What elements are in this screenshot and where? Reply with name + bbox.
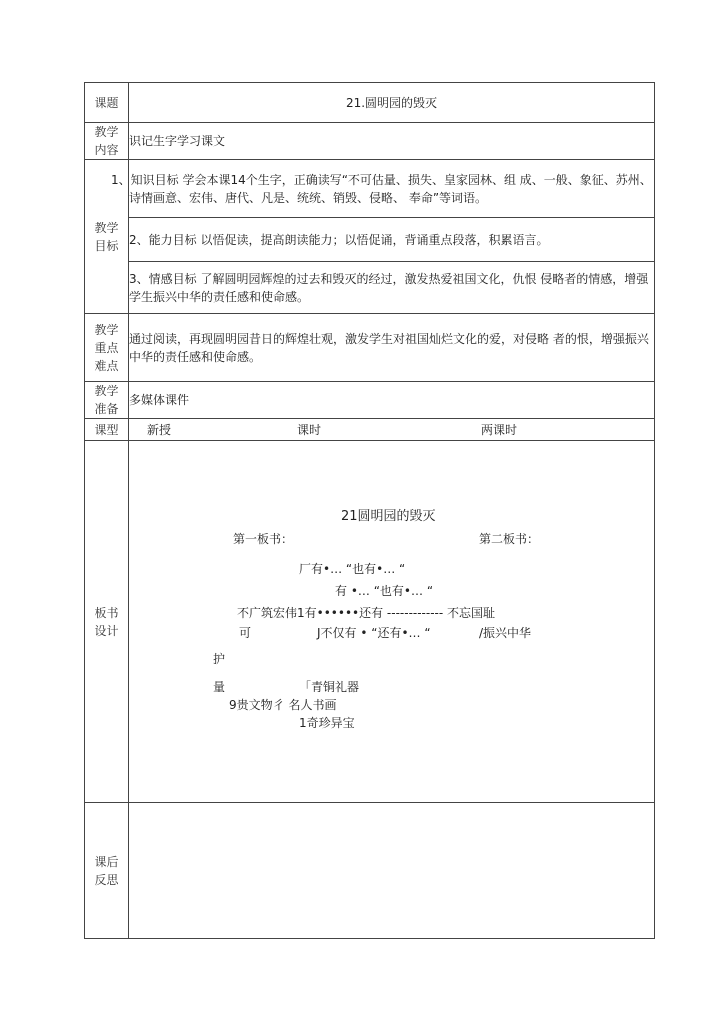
emotion-goal: 3、情感目标 了解圆明园辉煌的过去和毁灭的经过，激发热爱祖国文化，仇恨 侵略者的情感，增强学生振兴中华的责任感和使命感。 [129,262,655,314]
goal-row-1 [85,160,655,218]
content-row [85,123,655,160]
lesson-title: 21.圆明园的毁灭 [129,83,655,123]
lesson-type-label: 课型 [85,419,129,441]
board-line-2: 有 •… “也有•… “ [335,583,434,598]
board-title: 21圆明园的毁灭 [341,508,436,524]
prep-row [85,382,655,419]
board-line-6a: 量 [213,679,226,694]
board-line-4b: J不仅有 • “还有•… “ [317,625,431,640]
topic-row [85,83,655,123]
key-points-label: 教学 重点 难点 [85,314,129,382]
board-line-4c: /振兴中华 [479,625,532,640]
board-line-1: 厂有•… “也有•… “ [299,561,406,576]
board-line-4a: 可 [239,625,252,640]
ability-goal: 2、能力目标 以悟促读，提高朗读能力；以悟促诵，背诵重点段落，积累语言。 [129,218,655,262]
reflection-label: 课后 反思 [85,803,129,939]
board-line-7: 9贵文物彳 名人书画 [229,697,337,712]
board-label: 板书 设计 [85,441,129,803]
goal-row-2 [85,218,655,262]
lesson-type-cell [129,419,655,441]
topic-label: 课题 [85,83,129,123]
lesson-type-value: 新授 [147,422,172,437]
reflection-row [85,803,655,939]
prep-value: 多媒体课件 [129,382,655,419]
board-line-8: 1奇珍异宝 [299,715,355,730]
key-points-row [85,314,655,382]
knowledge-goal: 1、知识目标 学会本课14个生字，正确读写“不可估量、损失、皇家园林、组 成、一般、象征、苏州、诗情画意、宏伟、唐代、凡是、统统、销毁、侵略、 奉命”等词语。 [129,160,655,218]
content-value: 识记生字学习课文 [129,123,655,160]
prep-label: 教学 准备 [85,382,129,419]
lesson-hours-value: 两课时 [481,422,518,437]
second-board-label: 第二板书： [479,531,540,546]
reflection-value [129,803,655,939]
lesson-hours-label: 课时 [297,422,322,437]
goal-row-3 [85,262,655,314]
board-line-3: 不广筑宏伟1有••••••还有 ------------- 不忘国耻 [237,605,496,620]
board-design [129,441,655,803]
content-label: 教学 内容 [85,123,129,160]
board-row [85,441,655,803]
lesson-plan-table [84,82,655,939]
goals-label: 教学 目标 [85,160,129,314]
key-points-value: 通过阅读，再现圆明园昔日的辉煌壮观，激发学生对祖国灿烂文化的爱，对侵略 者的恨，增强振兴中华的责任感和使命感。 [129,314,655,382]
first-board-label: 第一板书： [233,531,294,546]
lesson-type-row [85,419,655,441]
board-line-6b: 「青铜礼器 [299,679,360,694]
board-line-5: 护 [213,651,226,666]
